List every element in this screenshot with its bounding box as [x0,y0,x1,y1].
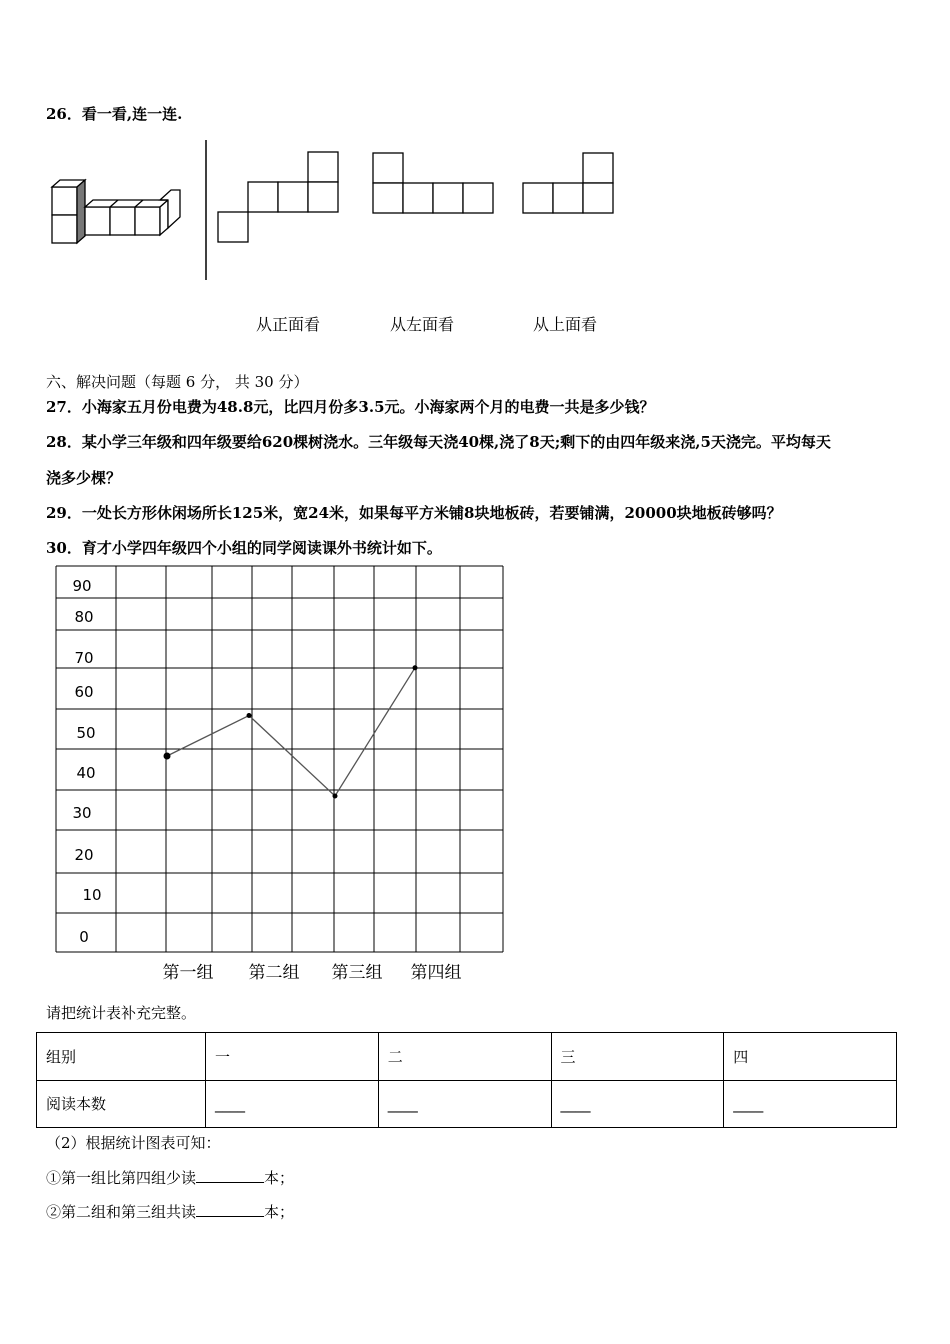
data-point [164,753,171,760]
series-line [167,668,415,796]
table-cell: 三 [551,1033,724,1081]
line-chart [40,560,520,990]
x-tick-label: 第一组 [162,963,214,983]
table-cell: 一 [206,1033,379,1081]
question-28-line1: 28．某小学三年级和四年级要给620棵树浇水。三年级每天浇40棵,浇了8天;剩下的由四年级来浇,5天浇完。平均每天 [46,433,831,451]
view-shape-2 [373,153,493,213]
view-shape-3 [523,153,613,213]
x-tick-label: 第四组 [410,963,462,983]
statement-2-prefix: ②第二组和第三组共读 [46,1203,197,1221]
chart-x-tick-labels [163,963,462,983]
question-27: 27．小海家五月份电费为48.8元，比四月份多3.5元。小海家两个月的电费一共是多少钱？ [46,398,655,416]
table-header-row [37,1033,897,1081]
series-points [164,665,418,798]
question-30: 30．育才小学四年级四个小组的同学阅读课外书统计如下。 [46,539,442,557]
statement-1 [46,1167,294,1188]
data-point [247,713,252,718]
view-shape-1 [218,152,338,242]
table-blank-cell[interactable]: ____ [724,1080,897,1128]
table-cell: 二 [378,1033,551,1081]
table-cell: 阅读本数 [37,1080,206,1128]
y-tick-label: 80 [74,608,94,626]
table-prompt: 请把统计表补充完整。 [46,1004,197,1022]
answer-blank-1[interactable] [196,1168,264,1183]
statement-1-prefix: ①第一组比第四组少读 [46,1169,197,1187]
cube-arrangement-3d [52,180,180,243]
table-blank-cell[interactable]: ____ [206,1080,379,1128]
y-tick-label: 60 [74,683,94,701]
part2-intro: （2）根据统计图表可知： [46,1134,221,1152]
q26-figures [40,135,640,295]
section-title: 六、解决问题（每题 6 分， 共 30 分） [46,373,309,391]
table-cell: 组别 [37,1033,206,1081]
question-29: 29．一处长方形休闲场所长125米，宽24米，如果每平方米铺8块地板砖，若要铺满，20000块地板砖够吗？ [46,504,782,522]
table-blank-cell[interactable]: ____ [551,1080,724,1128]
data-point [333,794,338,799]
y-tick-label: 90 [72,577,92,595]
y-tick-label: 0 [79,928,89,946]
table-cell: 四 [724,1033,897,1081]
y-tick-label: 20 [74,846,94,864]
data-point [413,665,418,670]
stat-table [36,1032,897,1128]
view-label-left: 从左面看 [390,315,455,334]
table-row [37,1080,897,1128]
y-tick-label: 30 [72,804,92,822]
question-28-line2: 浇多少棵？ [46,469,122,487]
statement-1-suffix: 本； [264,1169,295,1187]
statement-2 [46,1201,294,1222]
x-tick-label: 第三组 [331,963,383,983]
y-tick-label: 50 [76,724,96,742]
question-26: 26．看一看,连一连. [46,105,183,123]
table-blank-cell[interactable]: ____ [378,1080,551,1128]
y-tick-label: 70 [74,649,94,667]
view-label-front: 从正面看 [256,315,321,334]
statement-2-suffix: 本； [264,1203,295,1221]
chart-y-tick-labels [72,577,101,946]
answer-blank-2[interactable] [196,1202,264,1217]
y-tick-label: 40 [76,764,96,782]
view-label-top: 从上面看 [533,315,598,334]
y-tick-label: 10 [82,886,102,904]
chart-grid [56,566,503,952]
x-tick-label: 第二组 [248,963,300,983]
